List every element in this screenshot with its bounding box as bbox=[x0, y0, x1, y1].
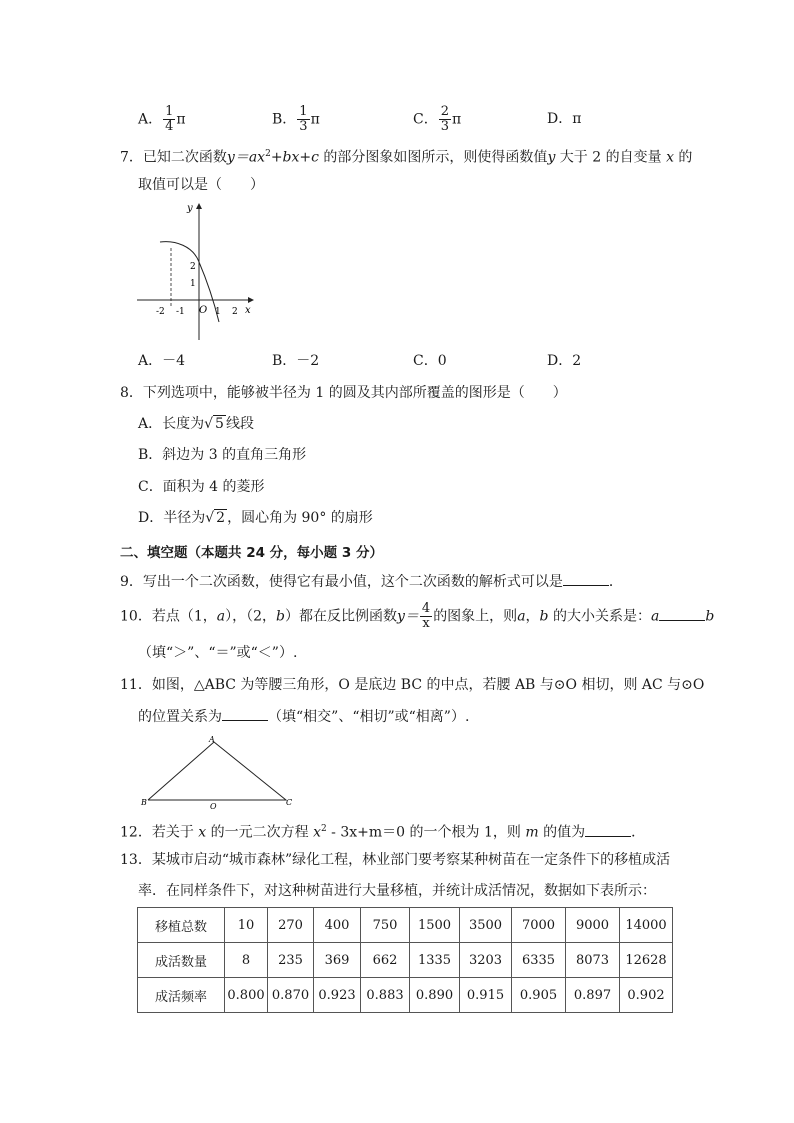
table-cell: 750 bbox=[361, 908, 410, 943]
q10-line1: 10．若点（1，a），（2，b）都在反比例函数y＝ $\frac{4}{x}$ 的图象上，则a，b 的大小关系是：a b bbox=[120, 601, 715, 631]
y-tick-1: 1 bbox=[190, 279, 196, 289]
table-cell: 0.870 bbox=[268, 978, 314, 1013]
q6-option-a: A． $\frac{1}{4}$ π bbox=[138, 104, 186, 134]
table-cell: 0.915 bbox=[460, 978, 512, 1013]
q13-line1: 13．某城市启动“城市森林”绿化工程，林业部门要考察某种树苗在一定条件下的移植成活 bbox=[120, 852, 671, 868]
x-tick-minus2: -2 bbox=[156, 307, 165, 317]
table-cell: 662 bbox=[361, 943, 410, 978]
q7-stem-line1: 7．已知二次函数$y=ax^2+bx+c$ 的部分图象如图所示，则使得函数值y 大于 2 的自变量 x 的 bbox=[120, 149, 693, 166]
table-cell: 400 bbox=[314, 908, 361, 943]
q8-option-c: C．面积为 4 的菱形 bbox=[138, 479, 265, 495]
table-cell: 3500 bbox=[460, 908, 512, 943]
label-b: B bbox=[141, 798, 147, 807]
q10-answer-blank[interactable] bbox=[659, 606, 705, 621]
table-cell: 7000 bbox=[512, 908, 566, 943]
table-cell: 0.883 bbox=[361, 978, 410, 1013]
table-header-cell: 成活数量 bbox=[138, 943, 225, 978]
q7-option-c: C．0 bbox=[413, 353, 447, 369]
q7-option-d: D．2 bbox=[547, 353, 582, 369]
table-cell: 0.800 bbox=[225, 978, 268, 1013]
y-label: y bbox=[187, 203, 193, 214]
q11-line2: 的位置关系为 （填“相交”、“相切”或“相离”）. bbox=[138, 706, 469, 727]
y-tick-2: 2 bbox=[190, 262, 196, 272]
triangle-abc bbox=[148, 742, 286, 800]
q12-answer-blank[interactable] bbox=[585, 822, 631, 837]
q8-option-a: A．长度为√ 5 线段 bbox=[138, 416, 254, 432]
table-cell: 9000 bbox=[566, 908, 620, 943]
x-tick-2: 2 bbox=[232, 307, 238, 317]
q12: 12．若关于 x 的一元二次方程 $x^2 - 3x+m=0$ 的一个根为 1，则 m 的值为 ． bbox=[120, 819, 645, 843]
q7-option-b: B．－2 bbox=[272, 353, 320, 369]
label-c: C bbox=[286, 798, 293, 807]
q7-parabola-graph bbox=[135, 198, 260, 343]
table-row-total bbox=[138, 908, 673, 943]
x-tick-1: 1 bbox=[215, 307, 221, 317]
section-2-heading: 二、填空题（本题共 24 分，每小题 3 分） bbox=[120, 545, 383, 561]
q9-answer-blank[interactable] bbox=[563, 571, 609, 586]
label-a: A bbox=[209, 735, 215, 744]
table-cell: 0.890 bbox=[410, 978, 460, 1013]
q6-option-b: B． $\frac{1}{3}$ π bbox=[272, 104, 320, 134]
table-cell: 12628 bbox=[620, 943, 673, 978]
table-cell: 270 bbox=[268, 908, 314, 943]
q7-stem-line2: 取值可以是（ ） bbox=[138, 177, 264, 193]
table-cell: 369 bbox=[314, 943, 361, 978]
table-header-cell: 移植总数 bbox=[138, 908, 225, 943]
q11-line1: 11．如图，△ABC 为等腰三角形，O 是底边 BC 的中点，若腰 AB 与⊙O 相切，则 AC 与⊙O bbox=[120, 677, 705, 693]
table-cell: 14000 bbox=[620, 908, 673, 943]
q11-answer-blank[interactable] bbox=[222, 706, 268, 721]
x-label: x bbox=[245, 305, 251, 316]
q10-line2: （填“＞”、“＝”或“＜”）. bbox=[138, 645, 298, 661]
label-o: O bbox=[210, 802, 217, 811]
table-cell: 1500 bbox=[410, 908, 460, 943]
table-cell: 0.897 bbox=[566, 978, 620, 1013]
table-row-survived bbox=[138, 943, 673, 978]
q9: 9．写出一个二次函数，使得它有最小值，这个二次函数的解析式可以是 ． bbox=[120, 571, 623, 592]
table-cell: 235 bbox=[268, 943, 314, 978]
x-tick-minus1: -1 bbox=[176, 307, 185, 317]
q11-triangle-figure bbox=[138, 733, 298, 811]
table-header-cell: 成活频率 bbox=[138, 978, 225, 1013]
table-cell: 1335 bbox=[410, 943, 460, 978]
table-cell: 0.902 bbox=[620, 978, 673, 1013]
q8-stem: 8．下列选项中，能够被半径为 1 的圆及其内部所覆盖的图形是（ ） bbox=[120, 385, 567, 401]
table-cell: 6335 bbox=[512, 943, 566, 978]
table-row-frequency bbox=[138, 978, 673, 1013]
origin-label: O bbox=[199, 305, 208, 316]
q8-option-b: B．斜边为 3 的直角三角形 bbox=[138, 447, 307, 463]
table-cell: 10 bbox=[225, 908, 268, 943]
table-cell: 3203 bbox=[460, 943, 512, 978]
q8-option-d: D．半径为√ 2 ，圆心角为 90° 的扇形 bbox=[138, 510, 373, 526]
q6-option-d: D．π bbox=[547, 111, 582, 127]
table-cell: 8073 bbox=[566, 943, 620, 978]
q7-option-a: A．－4 bbox=[138, 353, 186, 369]
table-cell: 8 bbox=[225, 943, 268, 978]
q13-line2: 率．在同样条件下，对这种树苗进行大量移植，并统计成活情况，数据如下表所示： bbox=[138, 883, 656, 899]
q6-option-c: C． $\frac{2}{3}$ π bbox=[413, 104, 462, 134]
survival-table bbox=[137, 907, 673, 1013]
table-cell: 0.923 bbox=[314, 978, 361, 1013]
table-cell: 0.905 bbox=[512, 978, 566, 1013]
